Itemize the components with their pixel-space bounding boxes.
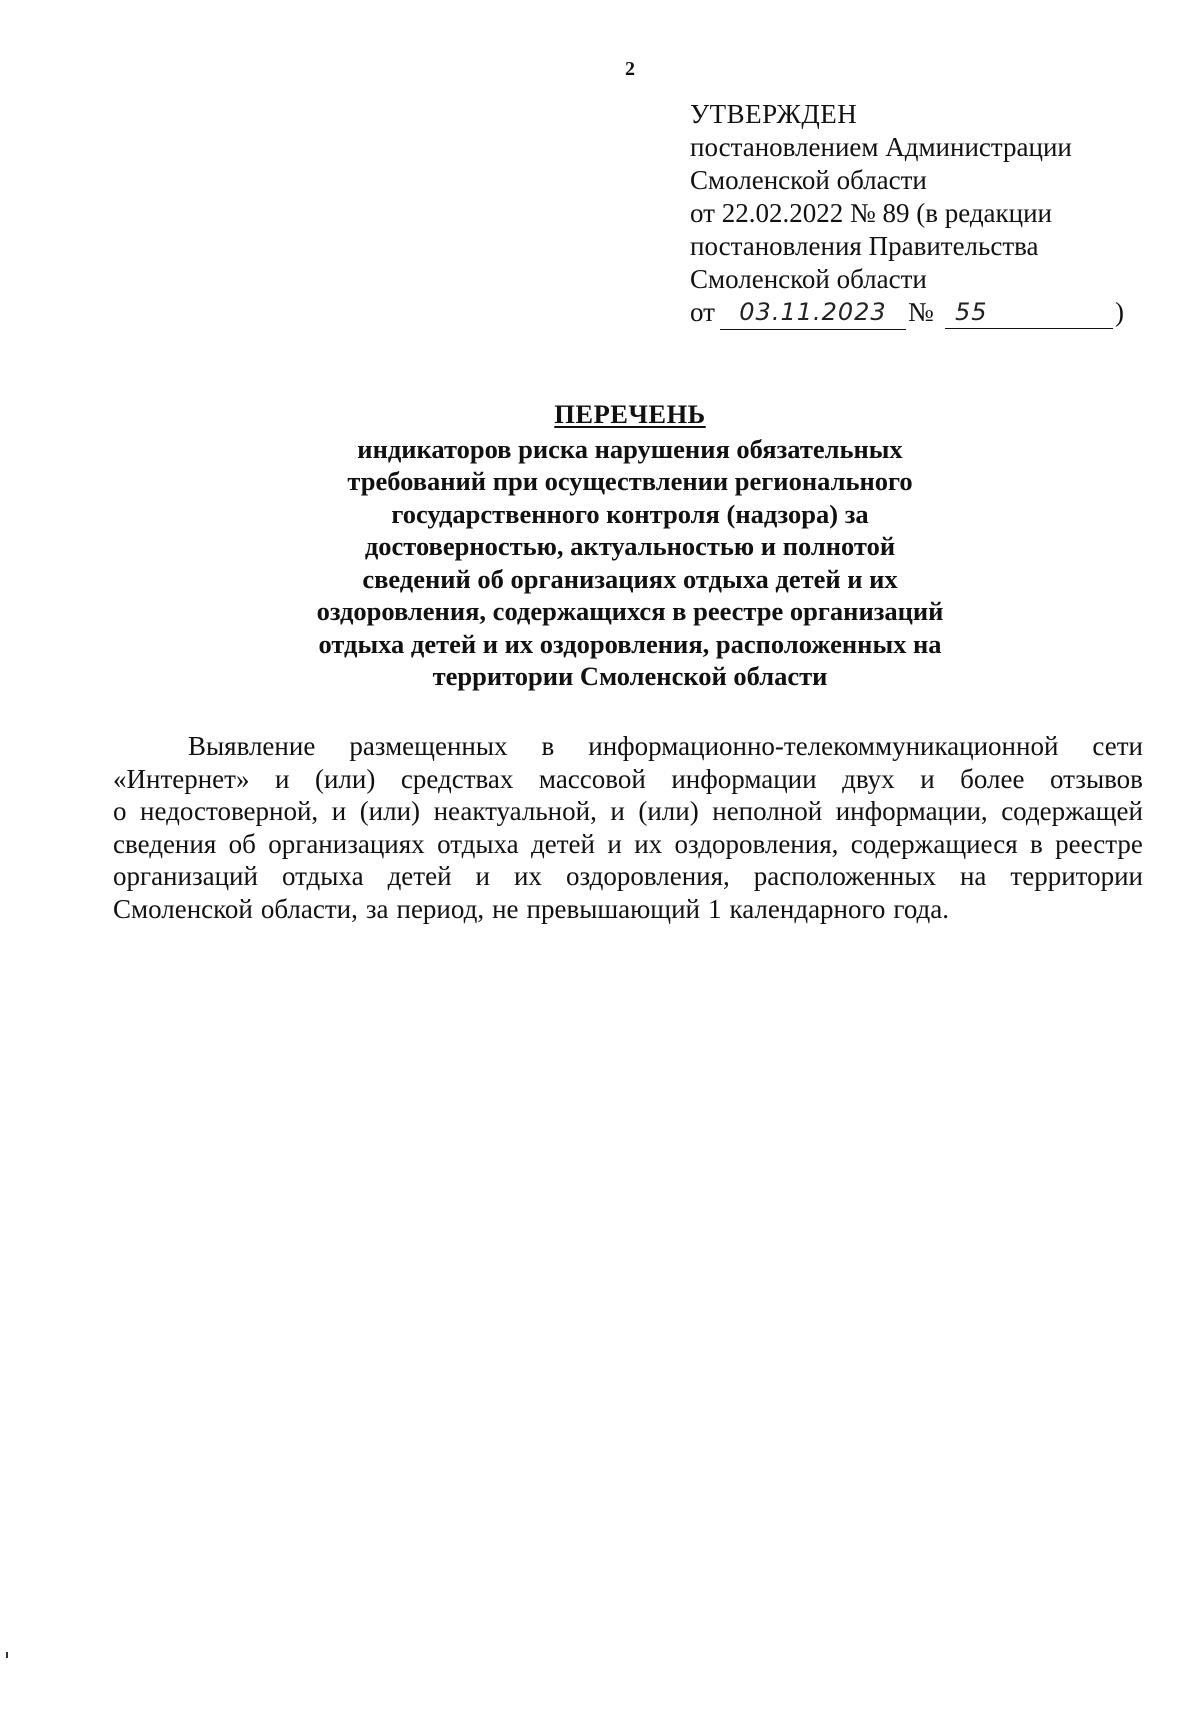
title-subtitle-line: отдыха детей и их оздоровления, расположенных на [318,628,942,659]
paragraph-word: территории [1010,861,1143,891]
paragraph-word: сведения [113,828,217,859]
paragraph-word: календарного [729,893,886,924]
paragraph-word: 1 [708,893,722,924]
closing-parenthesis: ) [1115,297,1124,327]
paragraph-word: массовой [538,763,646,794]
paragraph-line [113,795,1143,828]
paragraph-word: Выявление [188,731,316,761]
paragraph-word: Смоленской [113,893,253,924]
paragraph-word: и [275,763,290,794]
paragraph-word: в [541,731,555,761]
paragraph-word: размещенных [349,731,508,761]
paragraph-line [113,828,1143,861]
title-subtitle-line: требований при осуществлении регионального [347,466,913,496]
paragraph-word: о [113,796,127,826]
paragraph-word: и [610,796,625,826]
paragraph-word: информации, [835,796,988,826]
page-number: 2 [625,58,635,80]
paragraph-word: области, [260,893,358,924]
paragraph-word: неактуальной, [433,796,597,826]
approval-date-line [690,296,1150,332]
paragraph-word: двух [842,763,895,794]
paragraph-word: оздоровления, [565,861,730,891]
paragraph-word: детей [531,828,595,859]
title-subtitle-line: оздоровления, содержащихся в реестре организаций [316,596,944,626]
paragraph-word: оздоровления, [674,828,839,859]
paragraph-word: (или) [359,796,421,826]
approval-heading: УТВЕРЖДЕН [690,99,858,129]
title-subtitle-line: государственного контроля (надзора) за [391,498,869,529]
paragraph-word: и [607,828,622,859]
paragraph-word: сети [1092,731,1143,761]
handwritten-number: 55 [945,296,1113,329]
title-subtitle-line: территории Смоленской области [432,661,828,691]
paragraph-word: период, [396,893,485,924]
paragraph-word: отдыха [281,861,364,891]
paragraph-word: расположенных [753,861,936,891]
document-title [0,398,1200,693]
paragraph-word: в [1030,828,1043,859]
paragraph-word: за [365,893,389,924]
paragraph-word: организаций [113,861,258,891]
number-sign: № [908,297,934,327]
approval-line: от 22.02.2022 № 89 (в редакции [690,198,1053,228]
title-heading: ПЕРЕЧЕНЬ [554,399,706,429]
paragraph-word: и [475,861,490,891]
paragraph-word: детей [387,861,452,891]
paragraph-word: информации [671,763,817,794]
paragraph-word: и [920,763,935,794]
paragraph-word: более [960,763,1025,794]
title-subtitle-line: индикаторов риска нарушения обязательных [357,433,903,464]
paragraph-line [113,860,1143,893]
paragraph-word: средствах [400,763,514,794]
paragraph-word: (или) [314,763,376,794]
paragraph-word: и [331,796,347,826]
paragraph-word: неполной [712,796,823,826]
paragraph-word: их [513,861,542,891]
approval-line: постановлением Администрации [690,132,1072,162]
paragraph-word: «Интернет» [113,763,250,794]
paragraph-word: содержащиеся [850,828,1018,859]
date-prefix: от [690,297,715,327]
paragraph-word: их [634,828,663,859]
paragraph-line [113,893,1143,926]
approval-line: Смоленской области [690,264,927,294]
paragraph-line [113,763,1143,796]
paragraph-word: отдыха [437,828,519,859]
paragraph-word: отзывов [1050,763,1143,794]
approval-block [690,98,1150,332]
paragraph-word: (или) [638,796,699,826]
paragraph-word: не [492,893,519,924]
handwritten-date: 03.11.2023 [720,296,906,330]
paragraph-word: недостоверной, [140,796,319,826]
paragraph-word: информационно-телекоммуникационной [588,731,1059,761]
paragraph-word: реестре [1055,828,1143,859]
paragraph-word: на [959,861,987,891]
approval-line: Смоленской области [690,165,927,195]
title-subtitle-line: достоверностью, актуальностью и полнотой [364,531,896,561]
paragraph-word: об [228,828,256,859]
body-paragraph [113,730,1143,925]
paragraph-word: превышающий [526,893,700,924]
approval-line: постановления Правительства [690,231,1039,261]
paragraph-word: года. [893,893,950,924]
paragraph-word: организациях [268,828,425,859]
title-subtitle-line: сведений об организациях отдыха детей и их [362,563,898,594]
scan-margin-mark [6,1652,8,1658]
paragraph-word: содержащей [1001,796,1143,826]
paragraph-line [113,730,1143,763]
